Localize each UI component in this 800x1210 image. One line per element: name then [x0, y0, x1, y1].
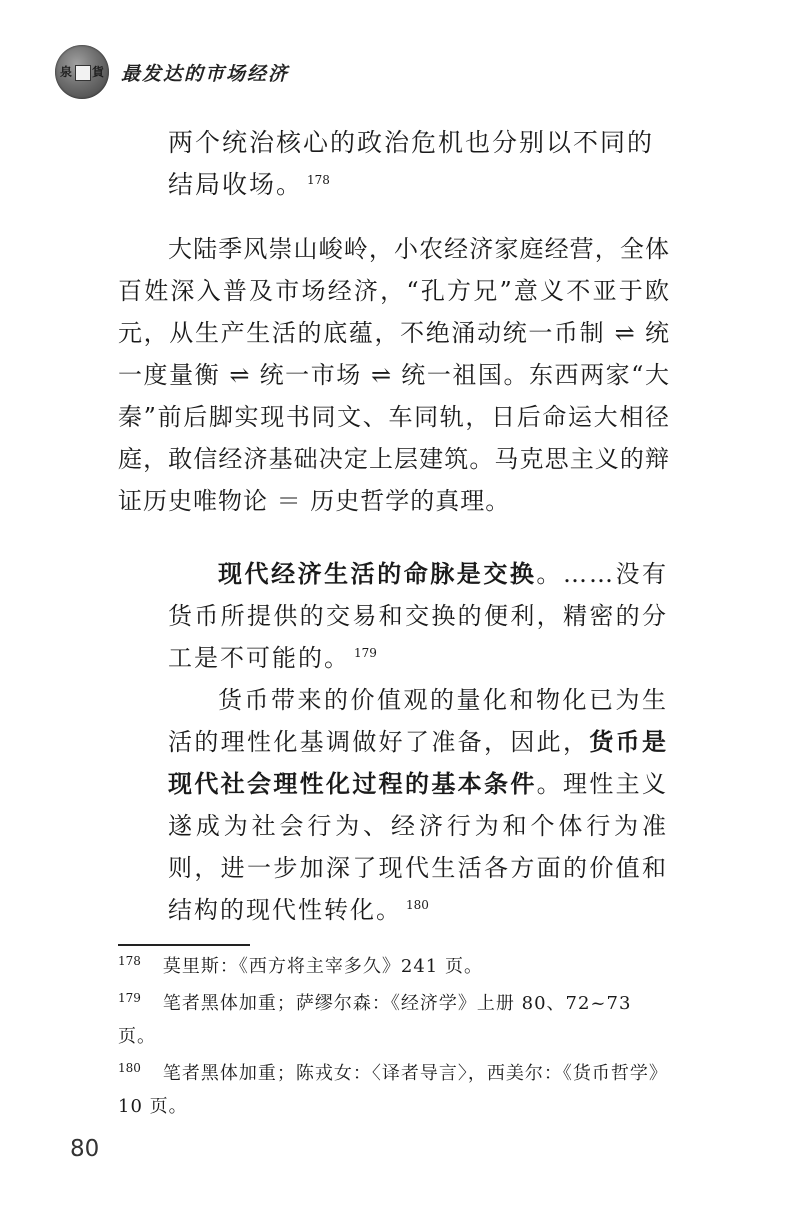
footnote-ref-178: 178 — [307, 172, 330, 187]
footnote-text: 笔者黑体加重；陈戎女：〈译者导言〉，西美尔：《货币哲学》10 页。 — [118, 1063, 668, 1117]
footnote-178 — [118, 950, 670, 983]
quote-1-bold: 现代经济生活的命脉是交换 — [218, 560, 537, 588]
footnotes — [118, 950, 670, 1127]
footnote-ref-179: 179 — [354, 646, 377, 660]
quote-2-bold: 货币是现代社会理性化过程的基本条件 — [168, 728, 669, 798]
quote-paragraph-2 — [168, 679, 668, 931]
coin-square-hole — [75, 65, 91, 81]
footnote-text: 笔者黑体加重；萨缪尔森：《经济学》上册 80、72~73 页。 — [118, 993, 632, 1047]
footnote-number: 179 — [118, 991, 141, 1005]
coin-glyph-left: 泉 — [60, 65, 73, 79]
footnote-divider — [118, 944, 250, 946]
footnote-179 — [118, 987, 670, 1053]
quote-1-rest: 。……没有货币所提供的交易和交换的便利，精密的分工是不可能的。 — [168, 560, 669, 672]
header-title: 最发达的市场经济 — [121, 62, 290, 85]
footnote-number: 178 — [118, 954, 141, 968]
quote-2-part-a: 货币带来的价值观的量化和物化已为生活的理性化基调做好了准备，因此， — [168, 686, 668, 756]
footnote-number: 180 — [118, 1061, 141, 1075]
coin-logo-icon — [55, 45, 109, 99]
continuation-text: 两个统治核心的政治危机也分别以不同的结局收场。 — [168, 128, 655, 199]
quote-2-part-b: 。理性主义遂成为社会行为、经济行为和个体行为准则，进一步加深了现代生活各方面的价值和结构的现代性转化。 — [168, 770, 669, 924]
main-paragraph-text: 大陆季风崇山峻岭，小农经济家庭经营，全体百姓深入普及市场经济，“孔方兄”意义不亚于欧元，从生产生活的底蕴，不绝涌动统一币制 ⇌ 统一度量衡 ⇌ 统一市场 ⇌ 统一祖国。东西两家“大秦”前后脚实现书同文、车同轨，日后命运大相径庭，敢信经济基础决定上层建筑。马克思主义的辩证历史唯物论 ＝ 历史哲学的真理。 — [118, 235, 670, 515]
block-quote — [168, 553, 668, 931]
coin-glyph-right: 貨 — [92, 65, 105, 79]
quote-paragraph-1 — [168, 553, 668, 679]
continuation-block — [168, 122, 668, 206]
footnote-text: 莫里斯：《西方将主宰多久》241 页。 — [162, 956, 483, 977]
main-paragraph — [118, 228, 670, 522]
continuation-paragraph — [168, 122, 668, 206]
page-number: 80 — [70, 1136, 100, 1162]
running-header — [55, 44, 289, 100]
footnote-ref-180: 180 — [406, 898, 429, 912]
footnote-180 — [118, 1057, 670, 1123]
